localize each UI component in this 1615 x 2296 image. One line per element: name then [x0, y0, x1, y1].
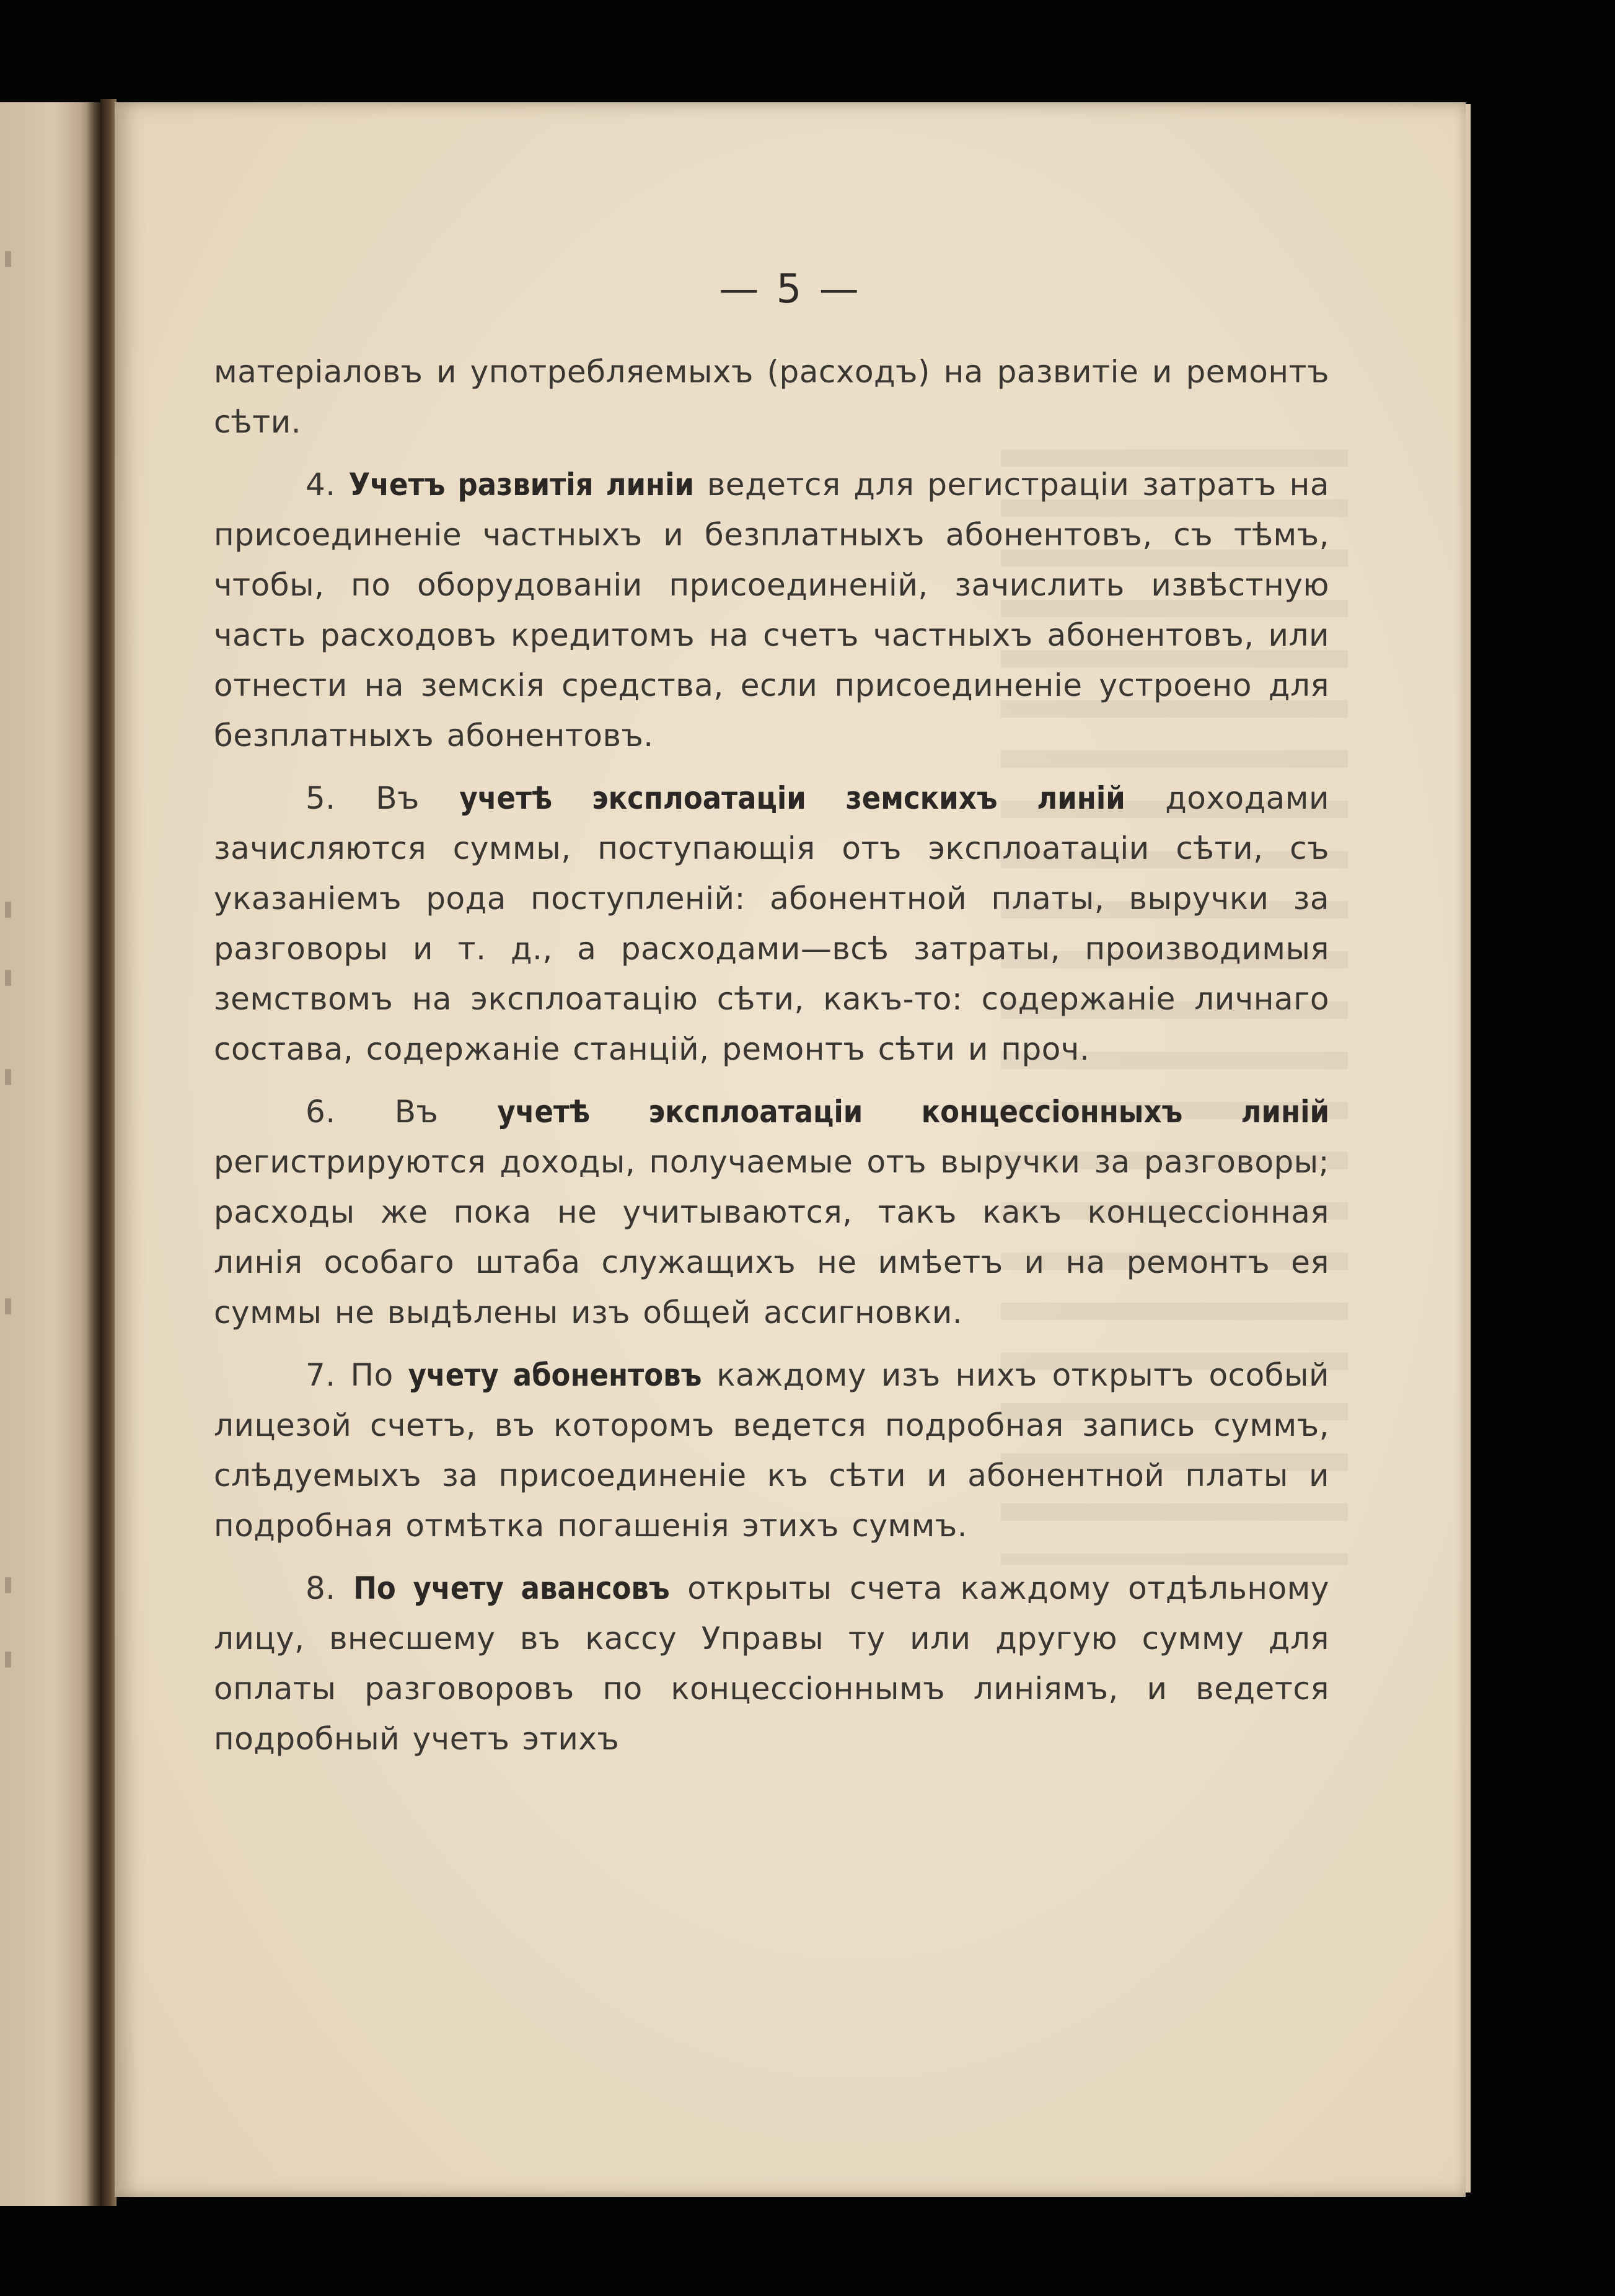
bleed-mark: [5, 1298, 11, 1314]
paragraph: [214, 347, 1329, 447]
paragraph: [214, 460, 1329, 761]
bleed-mark: [5, 1069, 11, 1085]
emphasized-term: По учету авансовъ: [353, 1570, 670, 1606]
bleed-mark: [5, 902, 11, 918]
bleed-mark: [5, 1577, 11, 1593]
text-run: 4.: [306, 467, 349, 503]
text-run: открыты счета каждому отдѣльному лицу, внесшему въ кассу Управы ту или другую сумму для оплаты разговоровъ по концессіоннымъ линіямъ, и ведется подробный учетъ этихъ: [214, 1570, 1329, 1757]
text-run: регистрируются доходы, получаемые отъ выручки за разговоры; расходы же пока не учитываются, такъ какъ концессіонная линія особаго штаба служащихъ не имѣетъ и на ремонтъ ея суммы не выдѣлены изъ общей ассигновки.: [214, 1144, 1329, 1331]
body-text: [214, 347, 1329, 1764]
paragraph: [214, 1350, 1329, 1551]
text-run: 7. По: [306, 1357, 408, 1393]
paragraph: [214, 1087, 1329, 1338]
emphasized-term: учетѣ эксплоатаціи земскихъ линій: [459, 780, 1125, 816]
page-edge: [1466, 104, 1471, 2193]
document-page: [115, 102, 1466, 2197]
text-run: ведется для регистраціи затратъ на присоединеніе частныхъ и безплатныхъ абонентовъ, съ тѣмъ, чтобы, по оборудованіи присоединеній, зачислить извѣстную часть расходовъ кредитомъ на счетъ частныхъ абонентовъ, или отнести на земскія средства, если присоединеніе устроено для безплатныхъ абонентовъ.: [214, 467, 1329, 754]
text-run: матеріаловъ и употребляемыхъ (расходъ) на развитіе и ремонтъ сѣти.: [214, 354, 1329, 440]
emphasized-term: Учетъ развитія линіи: [348, 467, 695, 503]
page-number: — 5 —: [719, 266, 861, 312]
emphasized-term: учетѣ эксплоатаціи концессіонныхъ линій: [497, 1094, 1329, 1130]
text-run: доходами зачисляются суммы, поступающія отъ эксплоатаціи сѣти, съ указаніемъ рода поступленій: абонентной платы, выручки за разговоры и т. д., а расходами—всѣ затраты, производимыя земствомъ на эксплоатацію сѣти, какъ-то: содержаніе личнаго состава, содержаніе станцій, ремонтъ сѣти и проч.: [214, 780, 1330, 1067]
facing-page-edge: [0, 102, 100, 2206]
text-run: каждому изъ нихъ открытъ особый лицезой счетъ, въ которомъ ведется подробная запись суммъ, слѣдуемыхъ за присоединеніе къ сѣти и абонентной платы и подробная отмѣтка погашенія этихъ суммъ.: [214, 1357, 1329, 1544]
bleed-mark: [5, 251, 11, 267]
paragraph: [214, 773, 1329, 1075]
text-run: 5. Въ: [306, 780, 460, 816]
paragraph: [214, 1564, 1329, 1764]
bleed-mark: [5, 1652, 11, 1668]
emphasized-term: учету абонентовъ: [408, 1357, 702, 1393]
text-run: 6. Въ: [306, 1094, 498, 1130]
bleed-mark: [5, 970, 11, 986]
text-run: 8.: [306, 1570, 354, 1606]
